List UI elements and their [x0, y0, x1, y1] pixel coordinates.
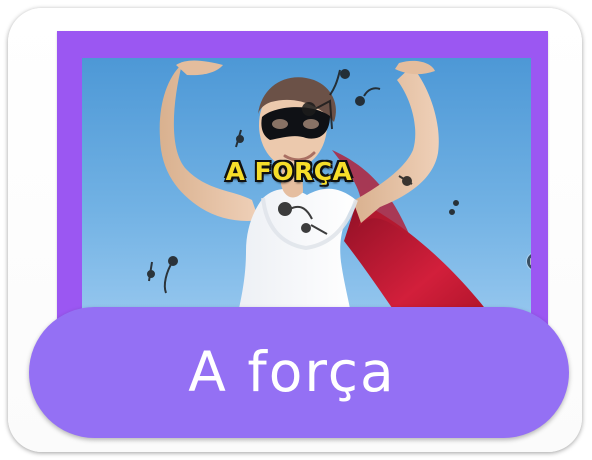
thumbnail-frame[interactable] [57, 31, 548, 335]
picture-in-picture-icon [530, 256, 531, 267]
activity-title: A força [188, 339, 396, 404]
thumbnail-illustration [82, 58, 531, 335]
black-mask [261, 107, 330, 140]
activity-label-button[interactable] [29, 307, 569, 438]
video-thumbnail[interactable] [82, 58, 531, 335]
thumbnail-caption: A FORÇA [225, 157, 353, 186]
